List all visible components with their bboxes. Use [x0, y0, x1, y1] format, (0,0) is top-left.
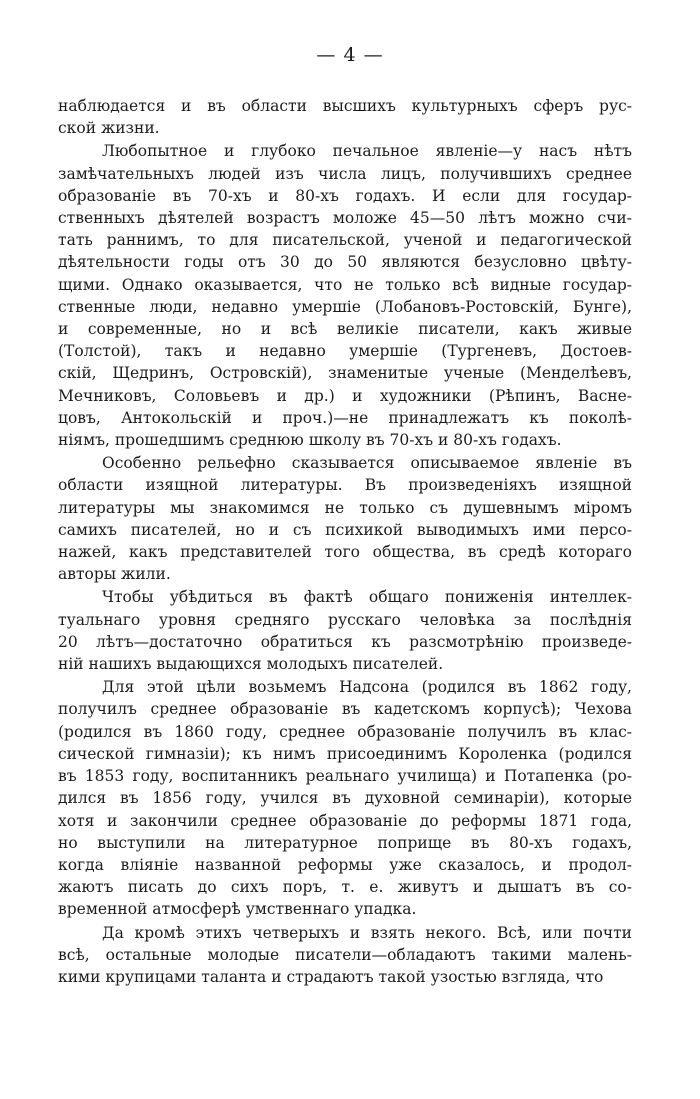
text-line: ній нашихъ выдающихся молодыхъ писателей. — [58, 655, 444, 674]
text-line: жаютъ писать до сихъ поръ, т. е. живутъ и дышатъ въ со- — [58, 878, 632, 897]
text-line: всѣ, остальные молодые писатели—обладаютъ такими малень- — [58, 945, 632, 964]
text-line: дѣятельности годы отъ 30 до 50 являются безусловно цвѣту- — [58, 253, 632, 272]
text-line: хотя и закончили среднее образованіе до реформы 1871 года, — [58, 811, 632, 830]
text-line: Особенно рельефно сказывается описываемое явленіе въ — [102, 454, 632, 473]
text-line: тать раннимъ, то для писательской, ученой и педагогической — [58, 231, 632, 250]
text-line: цовъ, Антокольскій и проч.)—не принадлежатъ къ поколѣ- — [58, 408, 632, 427]
text-line: скій, Щедринъ, Островскій), знаменитые ученые (Менделѣевъ, — [58, 364, 632, 383]
paragraph — [58, 140, 632, 451]
text-line: но выступили на литературное поприще въ 80-хъ годахъ, — [58, 833, 632, 852]
text-line: замѣчательныхъ людей изъ числа лицъ, получившихъ среднее — [58, 164, 632, 183]
text-line: туальнаго уровня средняго русскаго человѣка за послѣднія — [58, 610, 632, 629]
text-line: ской жизни. — [58, 119, 160, 138]
page-number: — 4 — — [316, 44, 384, 66]
paragraph — [58, 586, 632, 675]
text-line: ственныхъ дѣятелей возрастъ моложе 45—50 лѣтъ можно счи- — [58, 209, 632, 228]
text-line: щими. Однако оказывается, что не только всѣ видные государ- — [58, 275, 632, 294]
text-line: ніямъ, прошедшимъ среднюю школу въ 70-хъ и 80-хъ годахъ. — [58, 431, 562, 450]
paragraph — [58, 922, 632, 989]
text-line: въ 1853 году, воспитанникъ реальнаго училища) и Потапенка (ро- — [58, 767, 632, 786]
text-line: временной атмосферѣ умственнаго упадка. — [58, 900, 417, 919]
text-line: когда вліяніе названной реформы уже сказалось, и продол- — [58, 855, 632, 874]
text-line: литературы мы знакомимся не только съ душевнымъ міромъ — [58, 498, 632, 517]
text-line: образованіе въ 70-хъ и 80-хъ годахъ. И если для государ- — [58, 186, 632, 205]
paragraph — [58, 95, 632, 139]
text-line: нажей, какъ представителей того общества, въ средѣ котораго — [58, 543, 632, 562]
text-line: Любопытное и глубоко печальное явленіе—у насъ нѣтъ — [102, 142, 632, 161]
text-line: Чтобы убѣдиться въ фактѣ общаго пониженія интеллек- — [102, 588, 632, 607]
text-line: авторы жили. — [58, 565, 171, 584]
paragraph — [58, 452, 632, 585]
body-text — [58, 95, 632, 988]
text-line: сической гимназіи); къ нимъ присоединимъ Короленка (родился — [58, 744, 632, 763]
text-line: самихъ писателей, но и съ психикой выводимыхъ ими персо- — [58, 520, 632, 539]
text-line: и современные, но и всѣ великіе писатели, какъ живые — [58, 320, 632, 339]
text-line: дился въ 1856 году, учился въ духовной семинаріи), которые — [58, 789, 632, 808]
text-line: области изящной литературы. Въ произведеніяхъ изящной — [58, 476, 632, 495]
text-line: 20 лѣтъ—достаточно обратиться къ разсмотрѣнію произведе- — [58, 632, 632, 651]
text-line: Мечниковъ, Соловьевъ и др.) и художники (Рѣпинъ, Васне- — [58, 386, 632, 405]
text-line: Для этой цѣли возьмемъ Надсона (родился въ 1862 году, — [102, 678, 632, 697]
paragraph — [58, 676, 632, 920]
text-line: (Толстой), такъ и недавно умершіе (Тургеневъ, Достоев- — [58, 342, 632, 361]
text-line: Да кромѣ этихъ четверыхъ и взять некого. Всѣ, или почти — [102, 923, 632, 942]
text-line: (родился въ 1860 году, среднее образованіе получилъ въ клас- — [58, 722, 632, 741]
text-line: ственные люди, недавно умершіе (Лобановъ-Ростовскій, Бунге), — [58, 297, 632, 316]
text-line: наблюдается и въ области высшихъ культурныхъ сферъ рус- — [58, 97, 632, 115]
text-line: получилъ среднее образованіе въ кадетскомъ корпусѣ); Чехова — [58, 700, 632, 719]
text-line: кими крупицами таланта и страдаютъ такой узостью взгляда, что — [58, 967, 604, 986]
